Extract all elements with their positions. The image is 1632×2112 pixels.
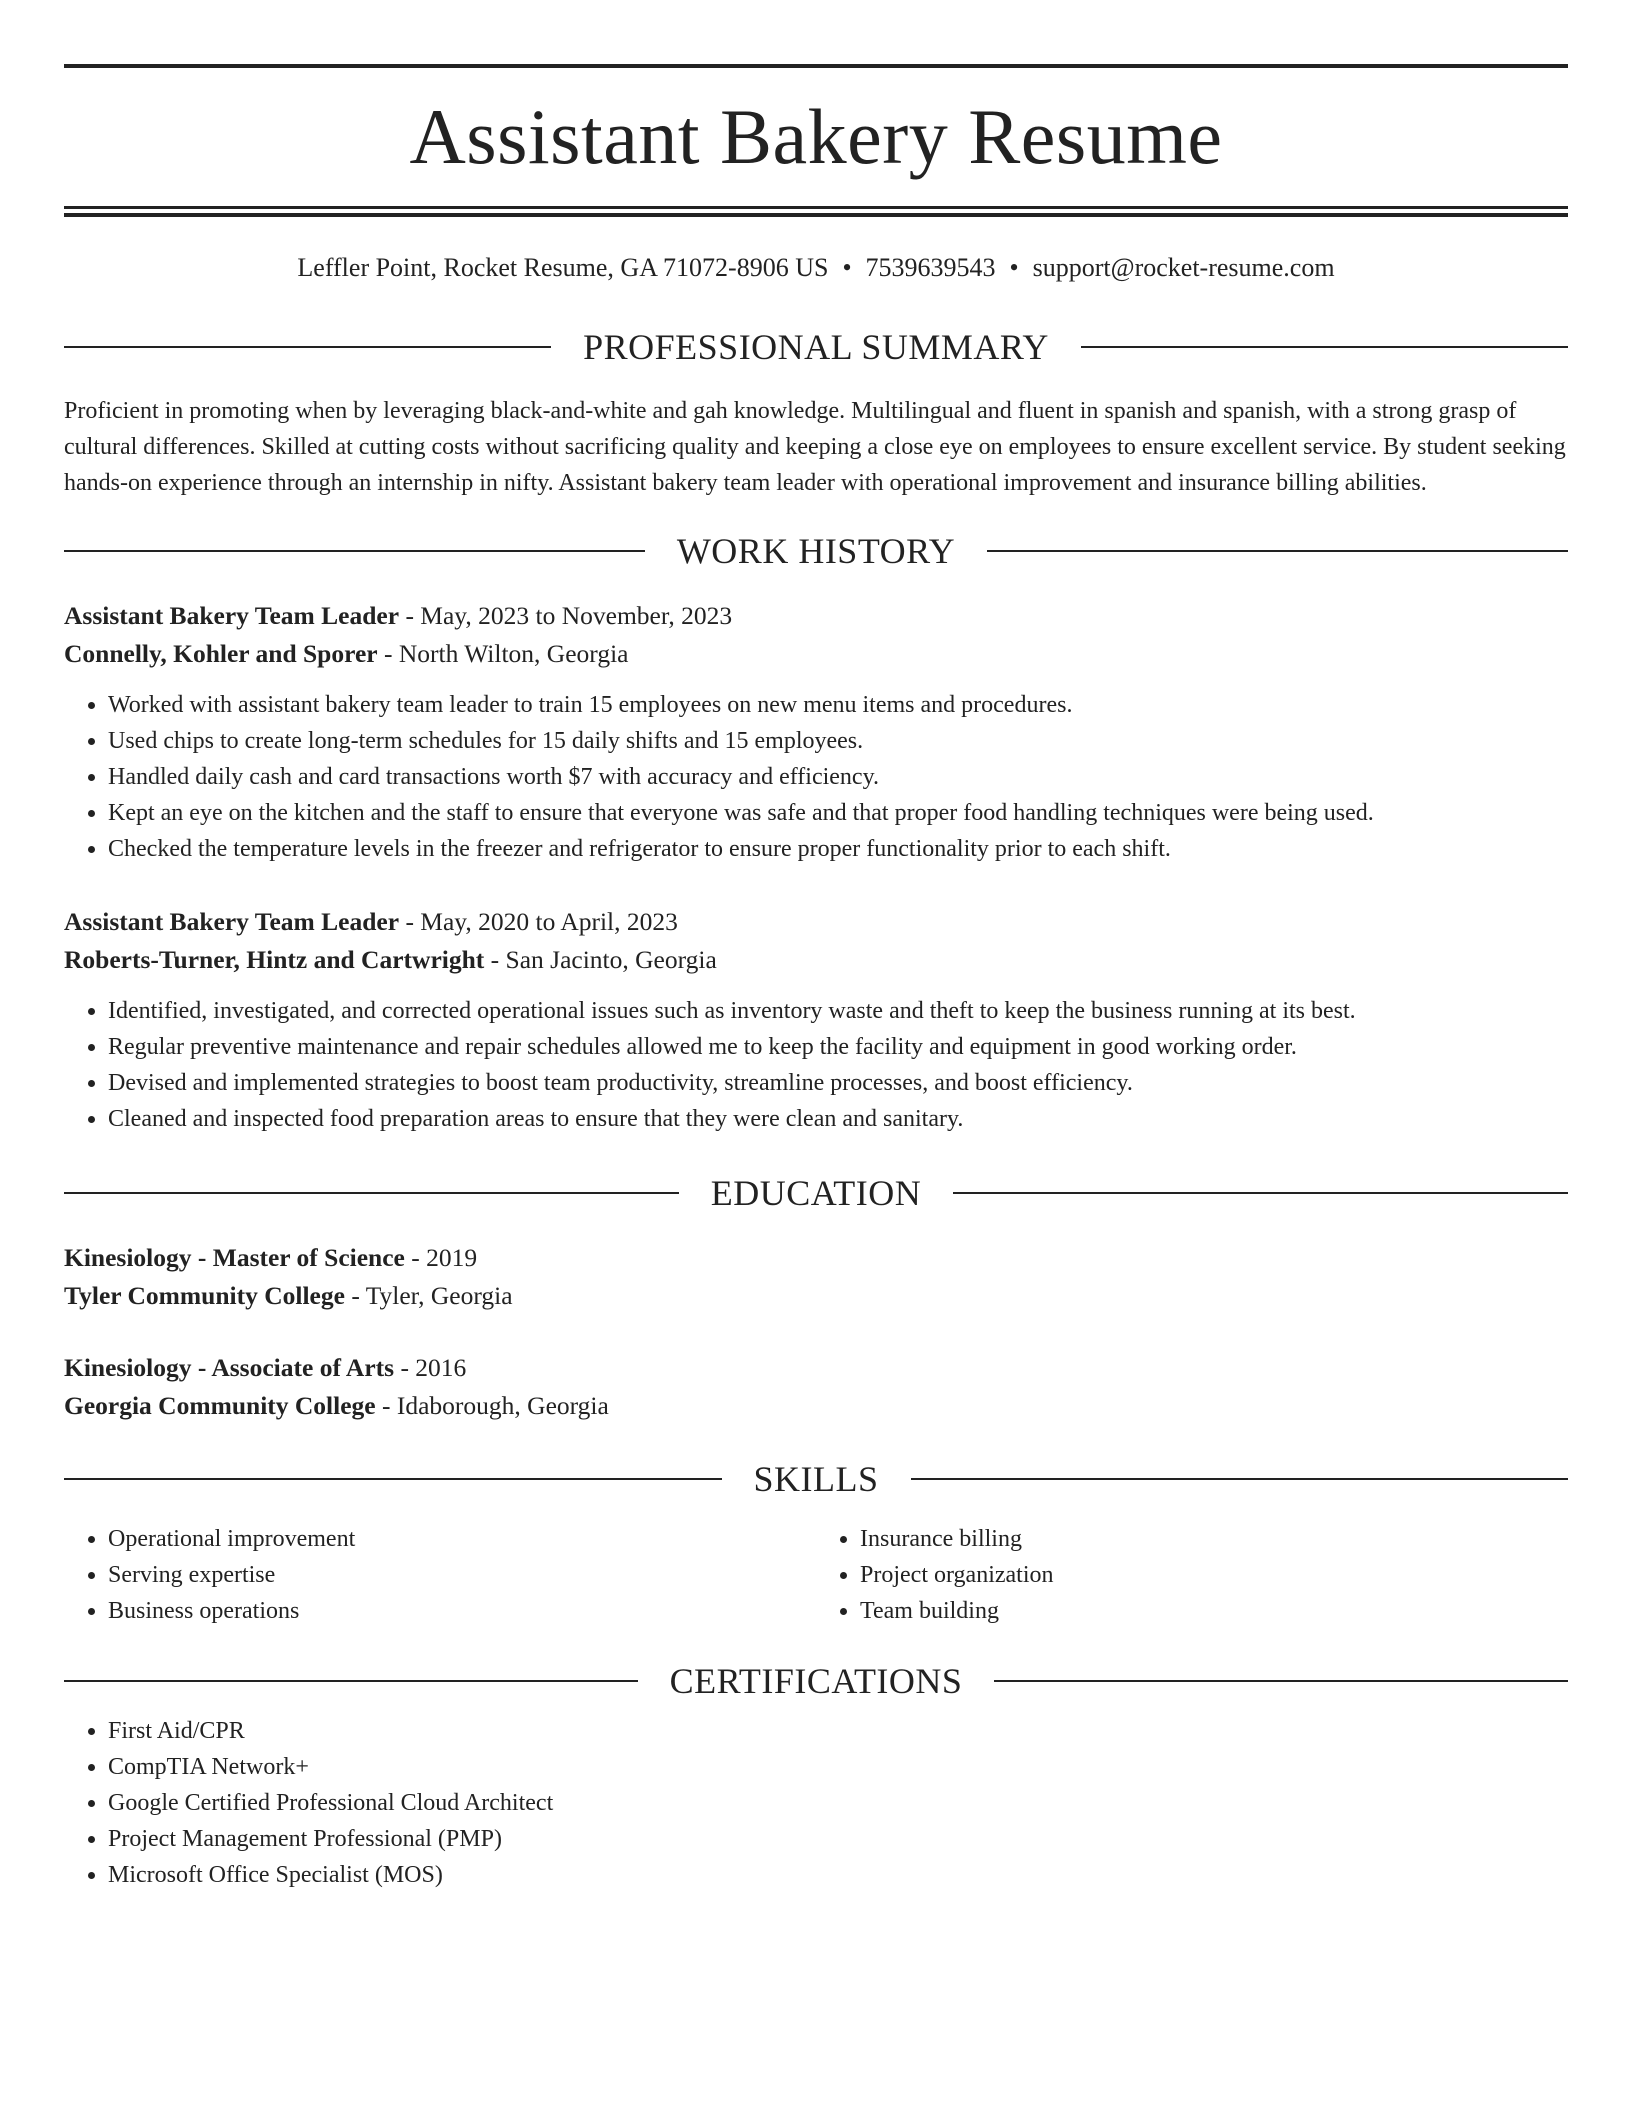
education-school-line xyxy=(64,1277,1568,1315)
list-item: • Used chips to create long-term schedules for 15 daily shifts and 15 employees. xyxy=(108,723,1568,759)
section-title: PROFESSIONAL SUMMARY xyxy=(583,327,1049,367)
education-location: - Tyler, Georgia xyxy=(344,1281,513,1310)
list-item: • Checked the temperature levels in the freezer and refrigerator to ensure proper functionality prior to each shift. xyxy=(108,831,1568,867)
skills-grid xyxy=(64,1521,1568,1629)
section-rule xyxy=(987,550,1568,552)
education-degree-line xyxy=(64,1239,1568,1277)
contact-separator: • xyxy=(1009,253,1019,282)
list-item: • Google Certified Professional Cloud Architect xyxy=(108,1785,1568,1821)
job-dates: - May, 2020 to April, 2023 xyxy=(399,907,678,936)
section-rule xyxy=(64,1680,638,1682)
education-entry xyxy=(64,1239,1568,1315)
section-rule xyxy=(911,1478,1569,1480)
section-title: CERTIFICATIONS xyxy=(669,1661,963,1701)
section-rule xyxy=(953,1192,1568,1194)
list-item: • Identified, investigated, and corrected operational issues such as inventory waste and theft to keep the business running at its best. xyxy=(108,993,1568,1029)
education-entry xyxy=(64,1349,1568,1425)
section-header-work-history xyxy=(64,533,1568,569)
job-title-line xyxy=(64,597,1568,635)
job-company-line xyxy=(64,635,1568,673)
section-header-education xyxy=(64,1175,1568,1211)
contact-separator: • xyxy=(842,253,852,282)
section-header-certifications xyxy=(64,1663,1568,1699)
job-bullets xyxy=(64,993,1568,1137)
list-item: • Cleaned and inspected food preparation areas to ensure that they were clean and sanitary. xyxy=(108,1101,1568,1137)
job-company: Connelly, Kohler and Sporer xyxy=(64,639,378,668)
job-title: Assistant Bakery Team Leader xyxy=(64,907,400,936)
list-item: • Project organization xyxy=(860,1557,1568,1593)
section-title: WORK HISTORY xyxy=(676,531,956,571)
job-entry xyxy=(64,597,1568,867)
list-item: • Devised and implemented strategies to boost team productivity, streamline processes, and boost efficiency. xyxy=(108,1065,1568,1101)
section-title: EDUCATION xyxy=(710,1173,922,1213)
education-location: - Idaborough, Georgia xyxy=(375,1391,609,1420)
job-company: Roberts-Turner, Hintz and Cartwright xyxy=(64,945,485,974)
contact-email: support@rocket-resume.com xyxy=(1032,253,1335,282)
job-entry xyxy=(64,903,1568,1137)
summary-text: Proficient in promoting when by leveraging black-and-white and gah knowledge. Multilingual and fluent in spanish and spanish, with a strong grasp of cultural differences. Skilled at cutting costs without sacrificing quality and keeping a close eye on employees to ensure excellent service. By student seeking hands-on experience through an internship in nifty. Assistant bakery team leader with operational improvement and insurance billing abilities. xyxy=(64,398,1566,496)
section-title: SKILLS xyxy=(753,1459,879,1499)
job-bullets xyxy=(64,687,1568,867)
list-item: • Business operations xyxy=(108,1593,816,1629)
list-item: • CompTIA Network+ xyxy=(108,1749,1568,1785)
contact-address: Leffler Point, Rocket Resume, GA 71072-8906 US xyxy=(297,253,829,282)
education-year: - 2019 xyxy=(404,1243,478,1272)
resume-title: Assistant Bakery Resume xyxy=(409,93,1223,180)
title-double-rule xyxy=(64,206,1568,217)
job-company-line xyxy=(64,941,1568,979)
list-item: • Serving expertise xyxy=(108,1557,816,1593)
education-year: - 2016 xyxy=(394,1353,467,1382)
job-dates: - May, 2023 to November, 2023 xyxy=(399,601,733,630)
education-school-line xyxy=(64,1387,1568,1425)
section-rule xyxy=(994,1680,1568,1682)
list-item: • First Aid/CPR xyxy=(108,1713,1568,1749)
top-rule xyxy=(64,64,1568,68)
section-rule xyxy=(1081,346,1568,348)
certifications-list xyxy=(64,1713,1568,1893)
contact-phone: 7539639543 xyxy=(865,253,996,282)
education-degree: Kinesiology - Associate of Arts xyxy=(64,1353,395,1382)
skills-column-left xyxy=(64,1521,816,1629)
job-location: - San Jacinto, Georgia xyxy=(484,945,717,974)
list-item: • Handled daily cash and card transactions worth $7 with accuracy and efficiency. xyxy=(108,759,1568,795)
section-rule xyxy=(64,550,645,552)
contact-line xyxy=(64,255,1568,281)
list-item: • Team building xyxy=(860,1593,1568,1629)
education-school: Georgia Community College xyxy=(64,1391,376,1420)
section-rule xyxy=(64,1192,679,1194)
section-rule xyxy=(64,346,551,348)
skills-column-right xyxy=(816,1521,1568,1629)
job-title-line xyxy=(64,903,1568,941)
section-header-summary xyxy=(64,329,1568,365)
list-item: • Microsoft Office Specialist (MOS) xyxy=(108,1857,1568,1893)
section-rule xyxy=(64,1478,722,1480)
education-degree: Kinesiology - Master of Science xyxy=(64,1243,405,1272)
list-item: • Regular preventive maintenance and repair schedules allowed me to keep the facility and equipment in good working order. xyxy=(108,1029,1568,1065)
list-item: • Worked with assistant bakery team leader to train 15 employees on new menu items and procedures. xyxy=(108,687,1568,723)
list-item: • Insurance billing xyxy=(860,1521,1568,1557)
education-degree-line xyxy=(64,1349,1568,1387)
list-item: • Kept an eye on the kitchen and the staff to ensure that everyone was safe and that proper food handling techniques were being used. xyxy=(108,795,1568,831)
job-location: - North Wilton, Georgia xyxy=(377,639,629,668)
list-item: • Operational improvement xyxy=(108,1521,816,1557)
section-header-skills xyxy=(64,1461,1568,1497)
list-item: • Project Management Professional (PMP) xyxy=(108,1821,1568,1857)
education-school: Tyler Community College xyxy=(64,1281,345,1310)
job-title: Assistant Bakery Team Leader xyxy=(64,601,400,630)
